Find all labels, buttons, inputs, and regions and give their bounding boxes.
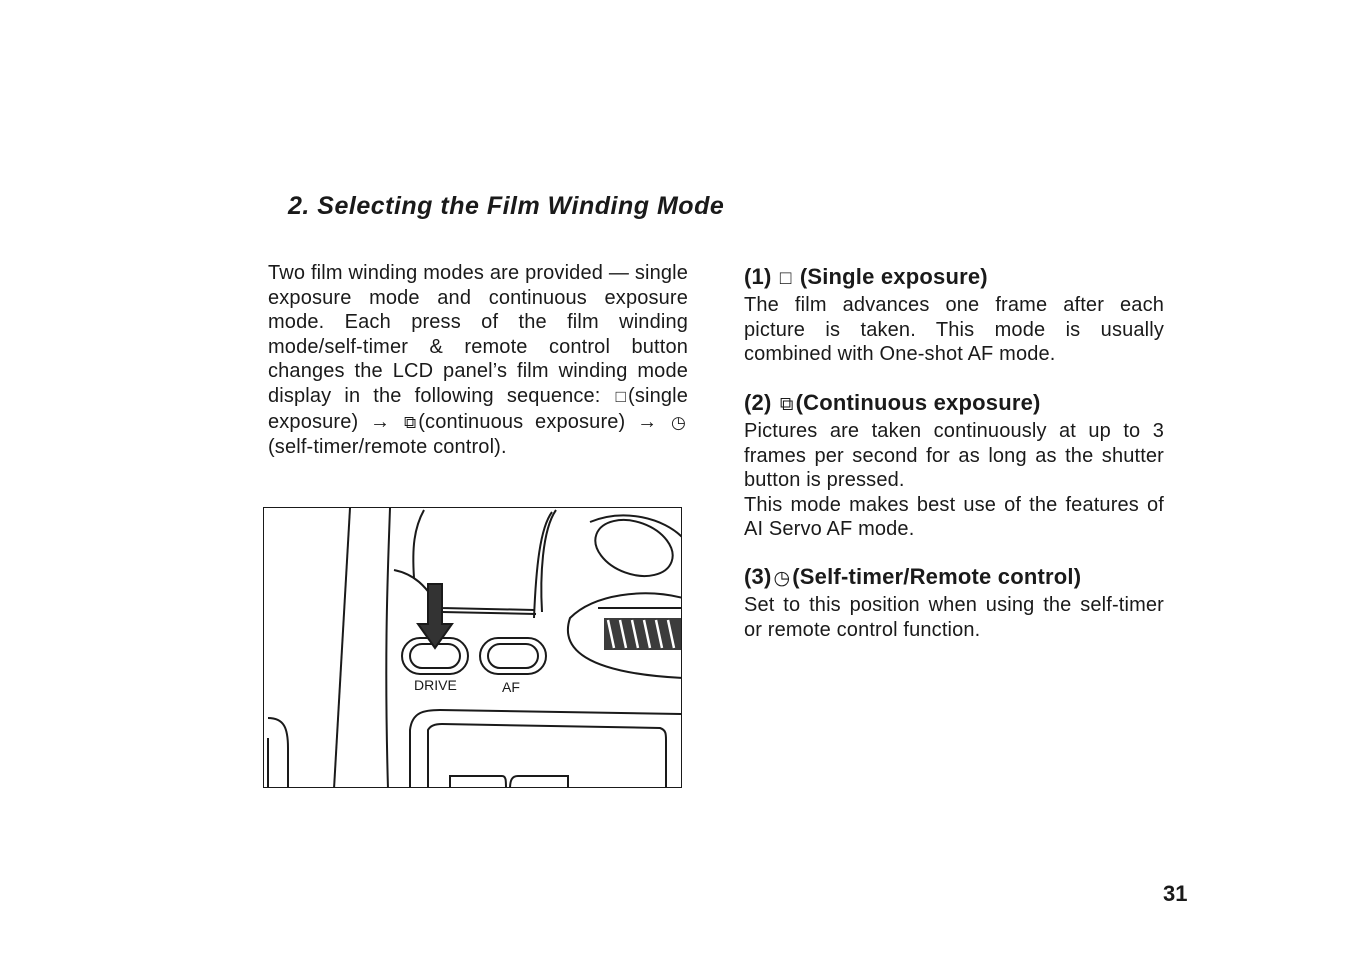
mode-paragraph: This mode makes best use of the features of AI Servo AF mode.: [744, 493, 1164, 541]
lcd-segment: [510, 776, 568, 788]
dial-oval: [588, 510, 681, 586]
single-frame-icon: □: [615, 386, 627, 406]
body-edge-line: [386, 508, 390, 788]
body-shelf-line: [394, 570, 534, 610]
continuous-frames-icon: ⧉: [779, 394, 794, 415]
body-edge-line: [334, 508, 350, 788]
mode-selftimer: [744, 563, 1164, 642]
body-shelf-line: [442, 612, 536, 614]
mode-continuous-description: [744, 419, 1164, 542]
mode-continuous-title: [744, 389, 1164, 419]
mode-number: (3): [744, 564, 772, 589]
strap-curve: [413, 510, 424, 578]
af-button-inner: [488, 644, 538, 668]
section-heading: 2. Selecting the Film Winding Mode: [288, 192, 725, 220]
self-timer-remote-icon: ◷: [773, 568, 791, 589]
page-number: 31: [1163, 881, 1188, 906]
mode-single: [744, 263, 1164, 367]
body-edge-line: [268, 718, 288, 788]
mode-paragraph: Pictures are taken continuously at up to 3 frames per second for as long as the shutter button is pressed.: [744, 420, 1164, 492]
mode-number: (1): [744, 264, 772, 289]
lcd-panel-window: [428, 724, 666, 788]
mode-single-description: [744, 293, 1164, 367]
single-frame-icon: □: [779, 268, 792, 289]
self-timer-remote-icon: ◷: [671, 412, 686, 432]
mode-paragraph: Set to this position when using the self-timer or remote control function.: [744, 594, 1164, 641]
continuous-frames-icon: ⧉: [403, 412, 417, 432]
intro-paragraph: [268, 261, 688, 460]
intro-text-1: Two film winding modes are provided — single exposure mode and continuous exposure mode. Each press of the film winding mode/self-timer & remote control button changes the LCD panel’s film winding mode display in the following sequence:: [268, 262, 688, 407]
dial-rim: [590, 515, 682, 538]
intro-text-3: (continuous exposure) →: [418, 410, 658, 433]
camera-drawing: [264, 508, 682, 788]
intro-text-4: (self-timer/remote control).: [268, 436, 507, 459]
mode-name: (Single exposure): [799, 264, 988, 289]
drive-label: DRIVE: [414, 677, 457, 693]
mode-single-title: [744, 263, 1164, 293]
mode-number: (2): [744, 390, 772, 415]
lcd-segment: [450, 776, 506, 788]
camera-illustration: [263, 507, 682, 788]
mode-name: (Continuous exposure): [795, 390, 1041, 415]
mode-continuous: [744, 389, 1164, 542]
strap-curve: [541, 510, 556, 612]
mode-paragraph: The film advances one frame after each picture is taken. This mode is usually combined with One-shot AF mode.: [744, 294, 1164, 366]
mode-selftimer-title: [744, 563, 1164, 593]
mode-selftimer-description: [744, 593, 1164, 642]
mode-name: (Self-timer/Remote control): [792, 564, 1082, 589]
intro-text-2: (single exposure) →: [268, 384, 688, 433]
af-label: AF: [502, 679, 520, 695]
